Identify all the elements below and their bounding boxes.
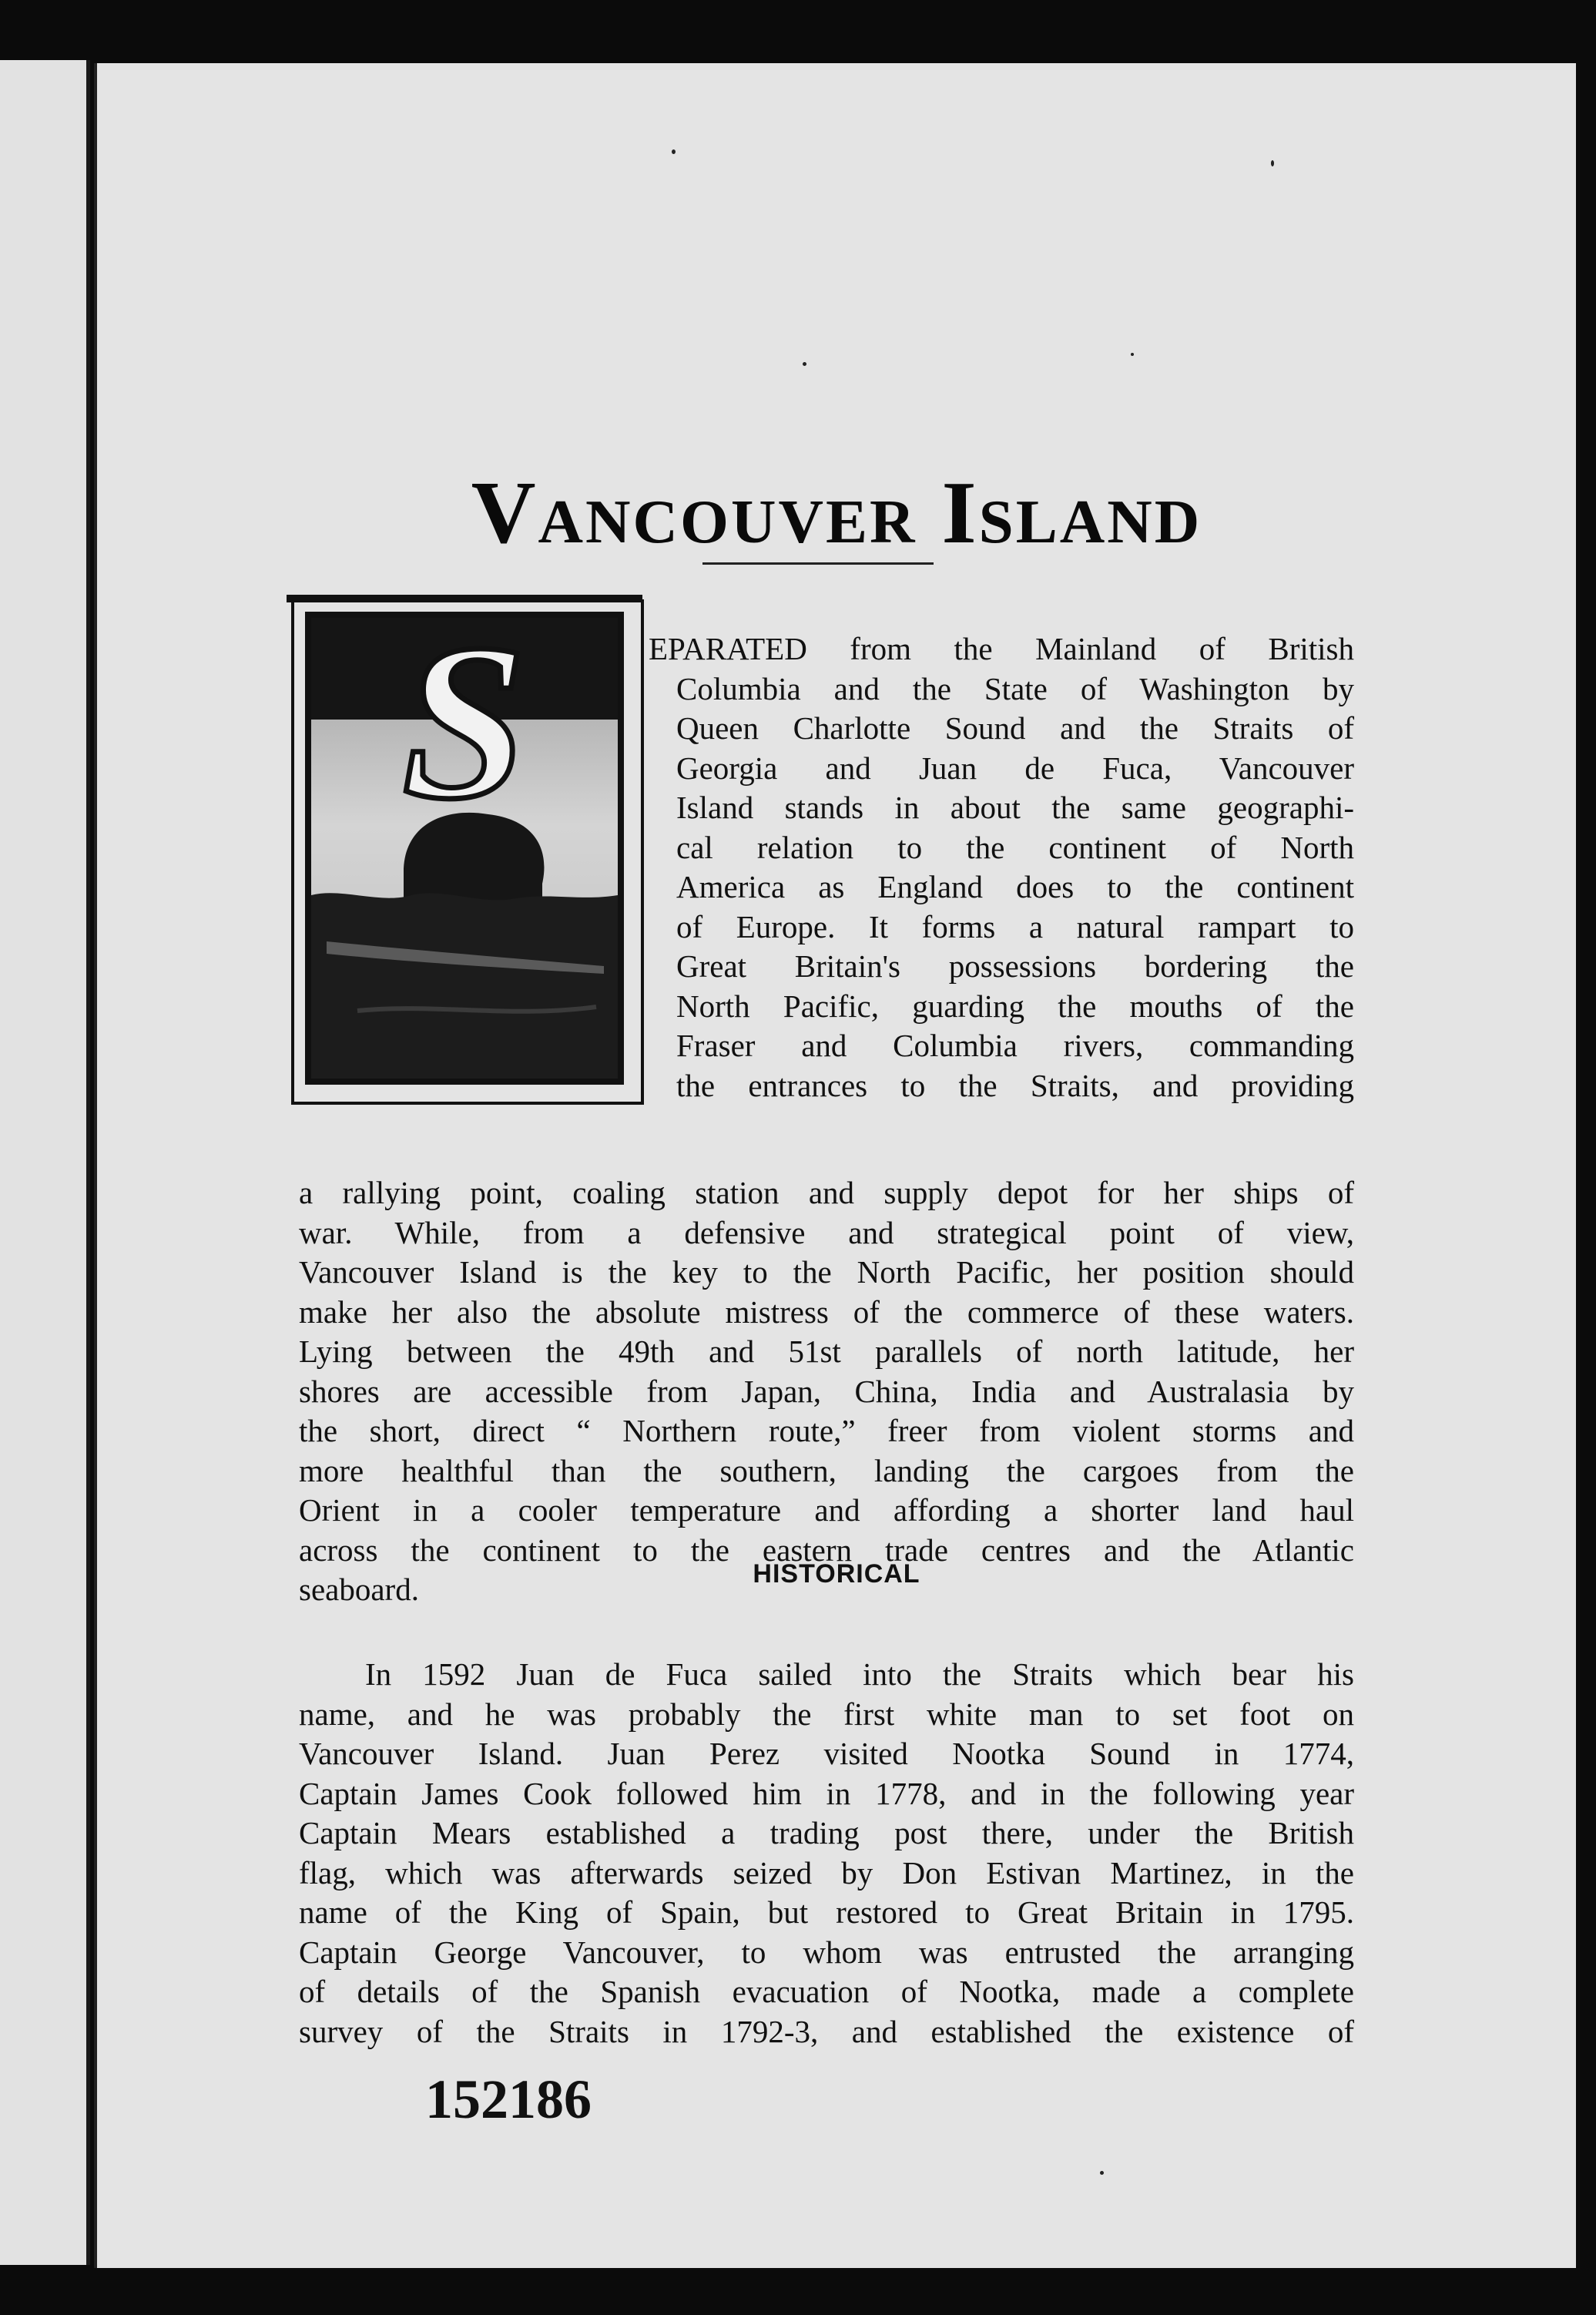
text-line: flag, which was afterwards seized by Don Estivan Martinez, in the: [299, 1854, 1354, 1891]
section-heading: HISTORICAL: [753, 1559, 920, 1589]
text-line: Fraser and Columbia rivers, commanding: [676, 1028, 1354, 1063]
page-title: Vancouver Island: [471, 464, 1202, 562]
text-line: across the continent to the eastern trade centres and the Atlantic: [299, 1532, 1354, 1568]
text-line: name, and he was probably the first white man to set foot on: [299, 1696, 1354, 1732]
text-line: Vancouver Island. Juan Perez visited Nootka Sound in 1774,: [299, 1736, 1354, 1771]
title-rule: [702, 562, 934, 565]
text-line: war. While, from a defensive and strategical point of view,: [299, 1214, 1354, 1250]
text-line: make her also the absolute mistress of the commerce of these waters.: [299, 1293, 1354, 1330]
text-line: the short, direct “ Northern route,” freer from violent storms and: [299, 1413, 1354, 1448]
historical-paragraph: [299, 1655, 1354, 2052]
facing-page-edge: [0, 60, 90, 2265]
speck: [1100, 2171, 1104, 2175]
text-line: In 1592 Juan de Fuca sailed into the Straits which bear his: [365, 1656, 1354, 1692]
text-line: of Europe. It forms a natural rampart to: [676, 908, 1354, 944]
text-line: Columbia and the State of Washington by: [676, 670, 1354, 706]
text-line: Georgia and Juan de Fuca, Vancouver: [676, 750, 1354, 786]
text-line: Queen Charlotte Sound and the Straits of: [676, 710, 1354, 746]
stamp-number: 152186: [425, 2068, 592, 2130]
text-line: Island stands in about the same geographi-: [676, 790, 1354, 825]
text-line: name of the King of Spain, but restored to Great Britain in 1795.: [299, 1894, 1354, 1930]
text-line: Great Britain's possessions bordering the: [676, 948, 1354, 984]
dropcap-scene: [311, 618, 618, 1079]
intro-paragraph-wrapped: [649, 629, 1354, 1105]
text-line: of details of the Spanish evacuation of Nootka, made a complete: [299, 1974, 1354, 2009]
text-line: North Pacific, guarding the mouths of the: [676, 988, 1354, 1024]
text-line: shores are accessible from Japan, China, India and Australasia by: [299, 1373, 1354, 1409]
text-line: the entrances to the Straits, and providing: [676, 1067, 1354, 1103]
speck: [672, 149, 676, 154]
text-line: Captain Mears established a trading post there, under the British: [299, 1815, 1354, 1850]
text-line: a rallying point, coaling station and supply depot for her ships of: [299, 1175, 1354, 1210]
text-line: EPARATED from the Mainland of British: [649, 631, 1354, 666]
intro-paragraph-continued: [299, 1173, 1354, 1610]
text-line: Vancouver Island is the key to the North Pacific, her position should: [299, 1254, 1354, 1290]
text-line: Lying between the 49th and 51st parallels of north latitude, her: [299, 1334, 1354, 1369]
text-line: more healthful than the southern, landing the cargoes from the: [299, 1452, 1354, 1488]
speck: [1131, 353, 1134, 356]
dropcap-illustration: [305, 612, 624, 1085]
text-line: seaboard.: [299, 1572, 419, 1607]
text-line: survey of the Straits in 1792-3, and established the existence of: [299, 2013, 1354, 2049]
speck: [1271, 160, 1274, 166]
dropcap-letter: S: [402, 618, 527, 845]
text-line: America as England does to the continent: [676, 869, 1354, 904]
text-line: Orient in a cooler temperature and affording a shorter land haul: [299, 1492, 1354, 1528]
text-line: cal relation to the continent of North: [676, 829, 1354, 865]
book-page: [94, 63, 1576, 2268]
text-line: Captain George Vancouver, to whom was entrusted the arranging: [299, 1934, 1354, 1970]
speck: [803, 362, 806, 366]
text-line: Captain James Cook followed him in 1778, and in the following year: [299, 1775, 1354, 1811]
